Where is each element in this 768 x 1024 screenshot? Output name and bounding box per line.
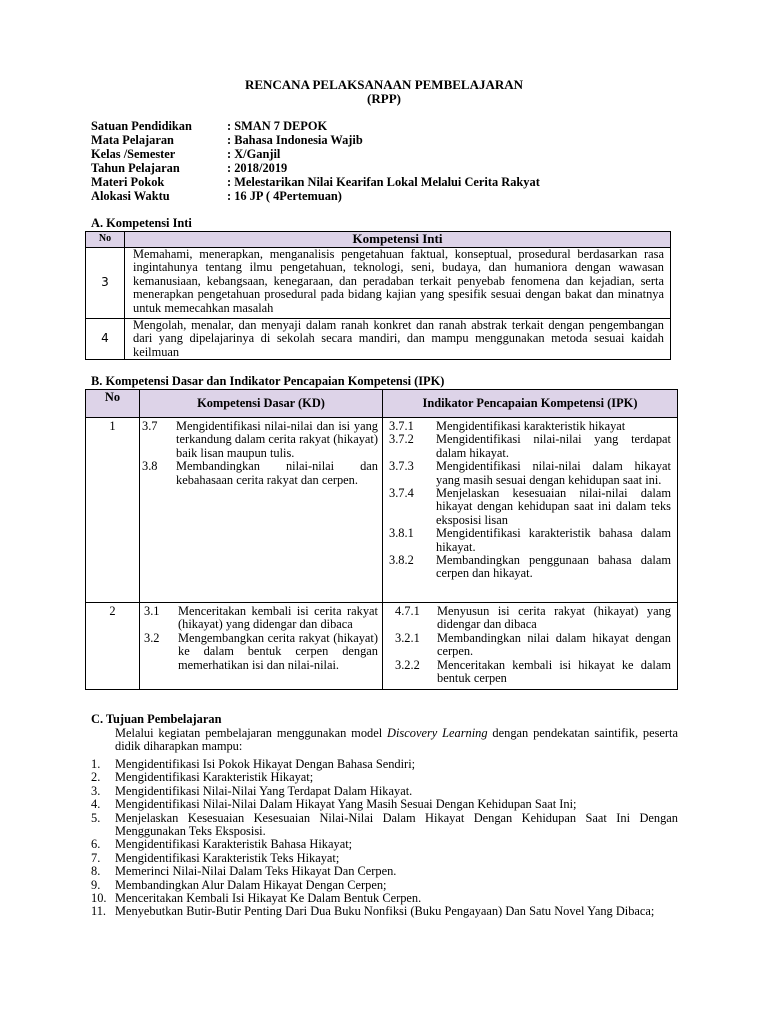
item-number: 8. xyxy=(91,864,101,879)
list-item xyxy=(91,785,678,798)
table-row xyxy=(86,418,678,603)
ipk-code: 4.7.1 xyxy=(395,604,420,618)
ipk-code: 3.7.2 xyxy=(389,432,414,447)
identity-value: : X/Ganjil xyxy=(227,147,281,161)
table-header-row xyxy=(86,390,678,418)
row-number: 2 xyxy=(86,603,140,690)
item-text: Menceritakan Kembali Isi Hikayat Ke Dalam Bentuk Cerpen. xyxy=(115,891,422,906)
ipk-code: 3.7.1 xyxy=(389,419,414,433)
ipk-code: 3.8.1 xyxy=(389,526,414,541)
ipk-item xyxy=(395,632,671,659)
col-ipk-header: Indikator Pencapaian Kompetensi (IPK) xyxy=(383,390,678,418)
kd-cell xyxy=(140,603,383,690)
kd-code: 3.7 xyxy=(142,419,158,433)
identity-value: : Melestarikan Nilai Kearifan Lokal Melalui Cerita Rakyat xyxy=(227,175,540,189)
identity-value: : 2018/2019 xyxy=(227,161,288,175)
kd-text: Membandingkan nilai-nilai dan kebahasaan cerita rakyat dan cerpen. xyxy=(176,459,378,487)
ipk-code: 3.8.2 xyxy=(389,553,414,568)
kd-code: 3.8 xyxy=(142,459,158,474)
item-text: Mengidentifikasi Karakteristik Hikayat; xyxy=(115,770,314,785)
kd-code: 3.1 xyxy=(144,604,160,618)
item-text: Membandingkan Alur Dalam Hikayat Dengan Cerpen; xyxy=(115,877,387,892)
item-text: Menyebutkan Butir-Butir Penting Dari Dua Buku Nonfiksi (Buku Pengayaan) Dan Satu Novel Yang Dibaca; xyxy=(115,904,655,919)
list-item xyxy=(91,892,678,905)
row-text: Mengolah, menalar, dan menyaji dalam ranah konkret dan ranah abstrak terkait dengan pengembangan dari yang dipelajarinya di sekolah secara mandiri, dan mampu menggunakan metoda sesuai kaidah keilmuan xyxy=(125,319,671,360)
item-text: Mengidentifikasi Nilai-Nilai Yang Terdapat Dalam Hikayat. xyxy=(115,783,413,798)
kd-item xyxy=(144,605,378,632)
kompetensi-dasar-table xyxy=(85,389,678,690)
ipk-item xyxy=(389,460,671,487)
ipk-text: Mengidentifikasi karakteristik bahasa dalam hikayat. xyxy=(436,526,671,554)
ipk-item xyxy=(395,659,671,686)
list-item xyxy=(91,771,678,784)
table-header-row xyxy=(86,232,671,248)
col-ki-header: Kompetensi Inti xyxy=(125,232,671,248)
identity-key: Mata Pelajaran xyxy=(91,133,174,147)
ipk-text: Menceritakan kembali isi hikayat ke dalam bentuk cerpen xyxy=(437,657,671,686)
list-item xyxy=(91,865,678,878)
item-number: 6. xyxy=(91,837,101,852)
ipk-item xyxy=(389,433,671,460)
ipk-code: 3.2.1 xyxy=(395,630,420,645)
intro-text-after: dengan pendekatan saintifik, peserta didik diharapkan mampu: xyxy=(115,726,678,754)
ipk-text: Mengidentifikasi nilai-nilai yang terdapat dalam hikayat. xyxy=(436,432,671,460)
row-number: 4 xyxy=(86,319,125,360)
kd-text: Mengembangkan cerita rakyat (hikayat) ke dalam bentuk cerpen dengan memerhatikan isi dan nilai-nilai. xyxy=(178,630,378,672)
item-number: 11. xyxy=(91,904,107,919)
section-b-heading: B. Kompetensi Dasar dan Indikator Pencapaian Kompetensi (IPK) xyxy=(91,374,445,388)
item-number: 1. xyxy=(91,757,101,771)
kd-code: 3.2 xyxy=(144,630,160,645)
intro-text: Melalui kegiatan pembelajaran menggunakan model xyxy=(115,726,388,740)
item-number: 5. xyxy=(91,810,101,825)
ipk-item xyxy=(389,527,671,554)
ipk-text: Mengidentifikasi karakteristik hikayat xyxy=(436,419,626,433)
identity-key: Materi Pokok xyxy=(91,175,165,189)
item-text: Mengidentifikasi Isi Pokok Hikayat Dengan Bahasa Sendiri; xyxy=(115,757,416,771)
ipk-item xyxy=(389,420,671,433)
identity-key: Tahun Pelajaran xyxy=(91,161,180,175)
ipk-item xyxy=(389,554,671,581)
list-item xyxy=(91,879,678,892)
col-no-header: No xyxy=(86,390,140,418)
table-row xyxy=(86,248,671,319)
item-number: 2. xyxy=(91,770,101,785)
identity-key: Satuan Pendidikan xyxy=(91,119,192,133)
ipk-text: Membandingkan nilai dalam hikayat dengan cerpen. xyxy=(437,630,671,659)
item-number: 3. xyxy=(91,783,101,798)
identity-key: Alokasi Waktu xyxy=(91,189,170,203)
ipk-text: Menjelaskan kesesuaian nilai-nilai dalam hikayat dengan kehidupan saat ini dalam teks eksposisi lisan xyxy=(436,486,671,527)
item-text: Mengidentifikasi Karakteristik Teks Hikayat; xyxy=(115,850,340,865)
table-row xyxy=(86,603,678,690)
tujuan-list xyxy=(91,758,678,919)
section-a-heading: A. Kompetensi Inti xyxy=(91,216,192,230)
item-number: 7. xyxy=(91,850,101,865)
ipk-code: 3.7.3 xyxy=(389,459,414,474)
section-c-intro xyxy=(115,727,678,754)
section-c-heading: C. Tujuan Pembelajaran xyxy=(91,712,222,726)
kd-text: Mengidentifikasi nilai-nilai dan isi yang terkandung dalam cerita rakyat (hikayat) baik lisan maupun tulis. xyxy=(176,419,378,460)
item-number: 10. xyxy=(91,891,107,906)
item-number: 4. xyxy=(91,797,101,812)
ipk-item xyxy=(389,487,671,527)
table-row xyxy=(86,319,671,360)
kd-item xyxy=(144,632,378,672)
item-text: Menjelaskan Kesesuaian Kesesuaian Nilai-Nilai Dalam Hikayat Dengan Kehidupan Saat Ini Dengan Menggunakan Teks Eksposisi. xyxy=(115,810,678,839)
kd-item xyxy=(142,420,378,460)
kd-item xyxy=(142,460,378,487)
col-kd-header: Kompetensi Dasar (KD) xyxy=(140,390,383,418)
kd-text: Menceritakan kembali isi cerita rakyat (hikayat) yang didengar dan dibaca xyxy=(178,604,378,632)
identity-value: : 16 JP ( 4Pertemuan) xyxy=(227,189,342,203)
ipk-item xyxy=(395,605,671,632)
identity-value: : SMAN 7 DEPOK xyxy=(227,119,328,133)
intro-model: Discovery Learning xyxy=(387,726,488,740)
row-number: 3 xyxy=(86,248,125,319)
list-item xyxy=(91,758,678,771)
list-item xyxy=(91,812,678,839)
item-text: Mengidentifikasi Nilai-Nilai Dalam Hikayat Yang Masih Sesuai Dengan Kehidupan Saat Ini; xyxy=(115,797,577,812)
item-number: 9. xyxy=(91,877,101,892)
ipk-code: 3.7.4 xyxy=(389,486,414,501)
col-no-header: No xyxy=(86,232,125,248)
document-title: RENCANA PELAKSANAAN PEMBELAJARAN xyxy=(244,77,524,92)
ipk-text: Menyusun isi cerita rakyat (hikayat) yang didengar dan dibaca xyxy=(437,604,671,632)
item-text: Memerinci Nilai-Nilai Dalam Teks Hikayat Dan Cerpen. xyxy=(115,864,397,879)
row-number: 1 xyxy=(86,418,140,603)
row-text: Memahami, menerapkan, menganalisis pengetahuan faktual, konseptual, prosedural berdasarkan rasa ingintahunya tentang ilmu pengetahuan, teknologi, seni, budaya, dan humaniora dengan wawasan kemanusiaan, kebangsaan, kenegaraan, dan peradaban terkait penyebab fenomena dan kejadian, serta menerapkan pengetahuan prosedural pada bidang kajian yang spesifik sesuai dengan bakat dan minatnya untuk memecahkan masalah xyxy=(125,248,671,319)
ipk-text: Mengidentifikasi nilai-nilai dalam hikayat yang masih sesuai dengan kehidupan saat ini. xyxy=(436,459,671,487)
identity-value: : Bahasa Indonesia Wajib xyxy=(227,133,363,147)
list-item xyxy=(91,798,678,811)
item-text: Mengidentifikasi Karakteristik Bahasa Hikayat; xyxy=(115,837,353,852)
list-item xyxy=(91,838,678,851)
ipk-text: Membandingkan penggunaan bahasa dalam cerpen dan hikayat. xyxy=(436,553,671,581)
list-item xyxy=(91,852,678,865)
kompetensi-inti-table xyxy=(85,231,671,360)
ipk-code: 3.2.2 xyxy=(395,657,420,672)
identity-key: Kelas /Semester xyxy=(91,147,176,161)
kd-cell xyxy=(140,418,383,603)
document-subtitle: (RPP) xyxy=(367,91,401,106)
list-item xyxy=(91,905,678,918)
ipk-cell xyxy=(383,418,678,603)
ipk-cell xyxy=(383,603,678,690)
